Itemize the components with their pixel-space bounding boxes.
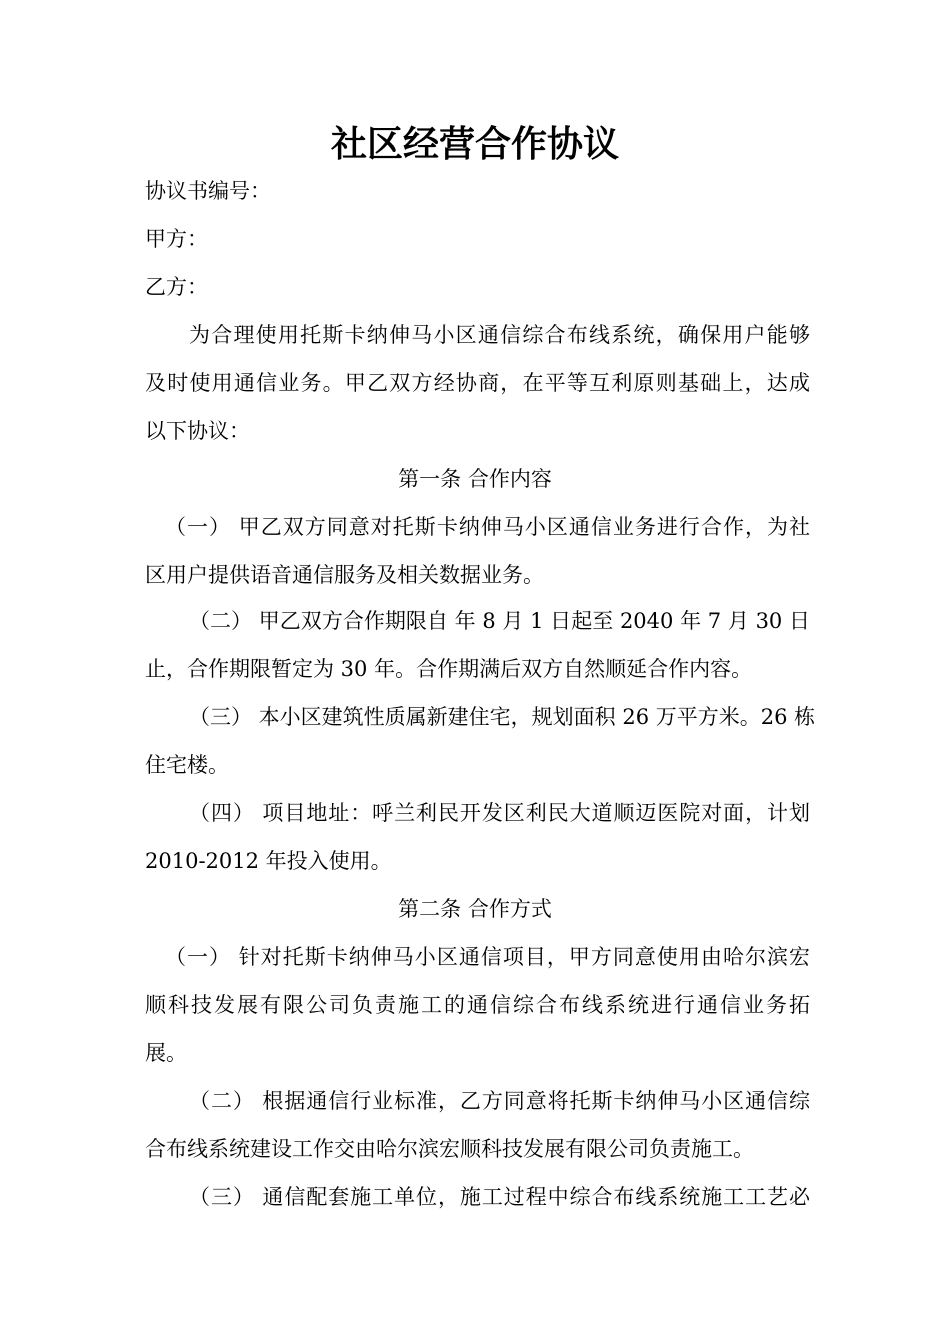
article-1-heading: 第一条 合作内容 bbox=[398, 467, 552, 491]
preamble-line: 及时使用通信业务。甲乙双方经协商，在平等互利原则基础上，达成 bbox=[145, 371, 810, 395]
article-line: 区用户提供语音通信服务及相关数据业务。 bbox=[145, 563, 544, 587]
preamble-line: 以下协议： bbox=[145, 419, 250, 443]
article-line: （二） 甲乙双方合作期限自 年 8 月 1 日起至 2040 年 7 月 30 日 bbox=[189, 609, 810, 633]
article-line: （一） 甲乙双方同意对托斯卡纳伸马小区通信业务进行合作，为社 bbox=[165, 515, 810, 539]
article-line: （一） 针对托斯卡纳伸马小区通信项目，甲方同意使用由哈尔滨宏 bbox=[165, 945, 810, 969]
document-title: 社区经营合作协议 bbox=[330, 123, 619, 165]
article-line: （四） 项目地址：呼兰利民开发区利民大道顺迈医院对面，计划 bbox=[189, 801, 810, 825]
preamble-line: 为合理使用托斯卡纳伸马小区通信综合布线系统，确保用户能够 bbox=[189, 323, 810, 347]
article-line: （三） 本小区建筑性质属新建住宅，规划面积 26 万平方米。26 栋 bbox=[189, 705, 816, 729]
party-a-label: 甲方： bbox=[145, 227, 208, 251]
agreement-number-label: 协议书编号： bbox=[145, 179, 271, 203]
article-line: （三） 通信配套施工单位，施工过程中综合布线系统施工工艺必 bbox=[189, 1185, 810, 1209]
article-line: 展。 bbox=[145, 1041, 187, 1065]
article-2-heading: 第二条 合作方式 bbox=[398, 897, 552, 921]
article-line: 住宅楼。 bbox=[145, 753, 229, 777]
article-line: 合布线系统建设工作交由哈尔滨宏顺科技发展有限公司负责施工。 bbox=[145, 1137, 754, 1161]
party-b-label: 乙方： bbox=[145, 275, 208, 299]
article-line: （二） 根据通信行业标准，乙方同意将托斯卡纳伸马小区通信综 bbox=[189, 1089, 810, 1113]
article-line: 2010-2012 年投入使用。 bbox=[145, 849, 392, 873]
article-line: 止，合作期限暂定为 30 年。合作期满后双方自然顺延合作内容。 bbox=[145, 657, 753, 681]
article-line: 顺科技发展有限公司负责施工的通信综合布线系统进行通信业务拓 bbox=[145, 993, 810, 1017]
